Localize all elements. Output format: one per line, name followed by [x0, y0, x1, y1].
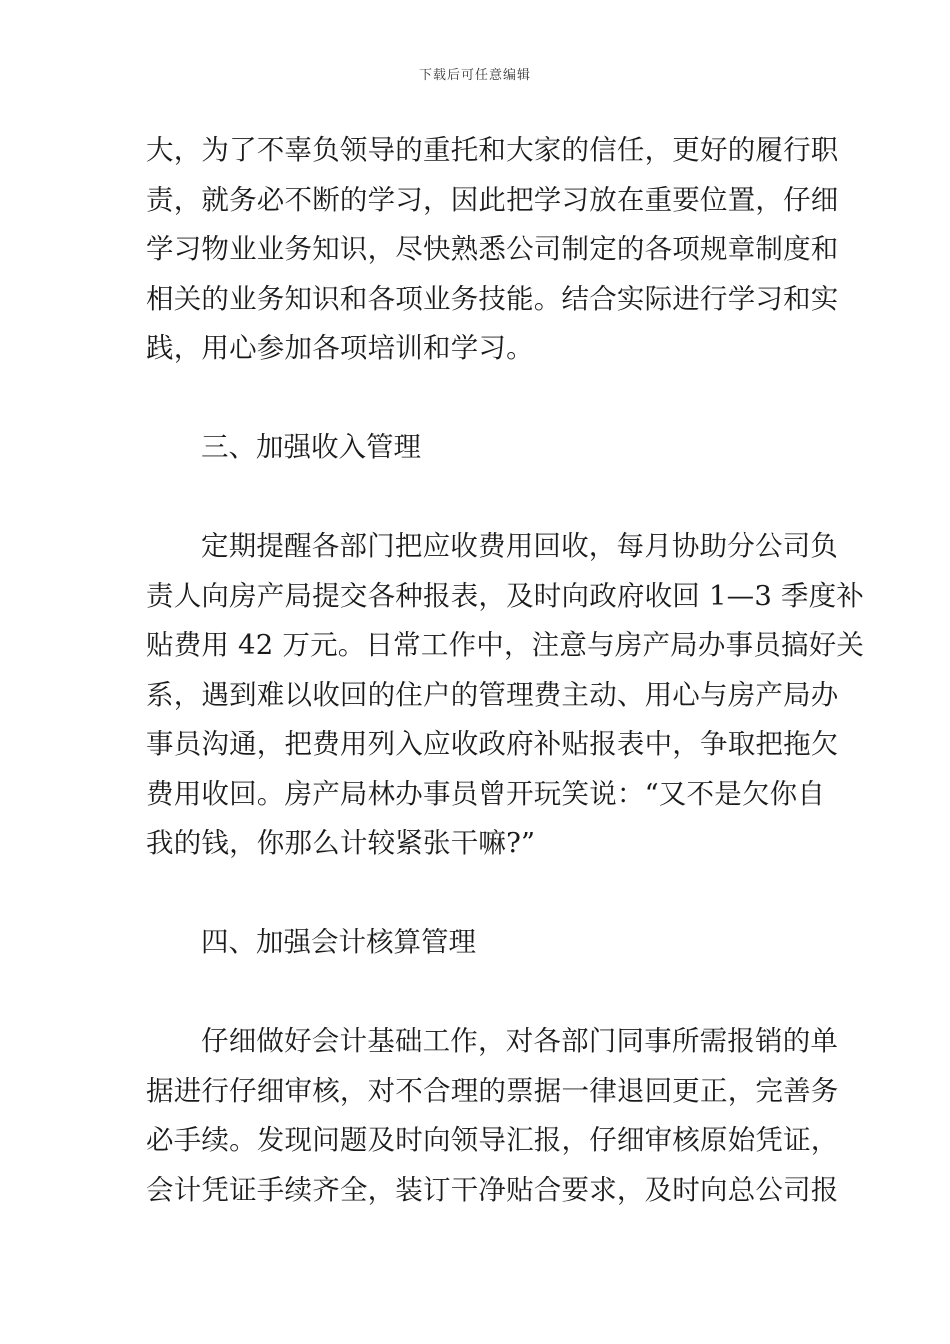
paragraph-line: 学习物业业务知识，尽快熟悉公司制定的各项规章制度和	[146, 233, 839, 265]
paragraph-line: 贴费用 42 万元。日常工作中，注意与房产局办事员搞好关	[146, 629, 865, 661]
paragraph-line: 必手续。发现问题及时向领导汇报，仔细审核原始凭证，	[146, 1124, 839, 1156]
paragraph-income-management	[146, 522, 865, 869]
page-header-note: 下载后可任意编辑	[418, 68, 531, 83]
paragraph-line: 费用收回。房产局林办事员曾开玩笑说：“又不是欠你自	[146, 777, 826, 810]
paragraph-spacer	[146, 968, 806, 1018]
paragraph-line: 相关的业务知识和各项业务技能。结合实际进行学习和实	[146, 282, 839, 315]
paragraph-spacer	[146, 869, 806, 919]
section-heading-accounting: 四、加强会计核算管理	[201, 926, 476, 958]
document-body	[146, 126, 865, 1215]
paragraph-line: 我的钱，你那么计较紧张干嘛?”	[146, 827, 536, 859]
paragraph-accounting-management	[146, 1017, 839, 1215]
paragraph-line: 据进行仔细审核，对不合理的票据一律退回更正，完善务	[146, 1074, 839, 1107]
paragraph-continuation	[146, 126, 839, 374]
paragraph-line: 仔细做好会计基础工作，对各部门同事所需报销的单	[201, 1025, 839, 1057]
paragraph-line: 会计凭证手续齐全，装订干净贴合要求，及时向总公司报	[146, 1173, 839, 1206]
paragraph-line: 系，遇到难以收回的住户的管理费主动、用心与房产局办	[146, 678, 839, 711]
section-heading-income: 三、加强收入管理	[201, 431, 421, 463]
paragraph-spacer	[146, 374, 806, 424]
paragraph-line: 责人向房产局提交各种报表，及时向政府收回 1—3 季度补	[146, 579, 865, 612]
paragraph-spacer	[146, 473, 806, 523]
paragraph-line: 践，用心参加各项培训和学习。	[146, 332, 534, 364]
paragraph-line: 大，为了不辜负领导的重托和大家的信任，更好的履行职	[146, 134, 839, 166]
paragraph-line: 责，就务必不断的学习，因此把学习放在重要位置，仔细	[146, 183, 839, 216]
paragraph-line: 定期提醒各部门把应收费用回收，每月协助分公司负	[201, 530, 839, 562]
paragraph-line: 事员沟通，把费用列入应收政府补贴报表中，争取把拖欠	[146, 728, 839, 760]
